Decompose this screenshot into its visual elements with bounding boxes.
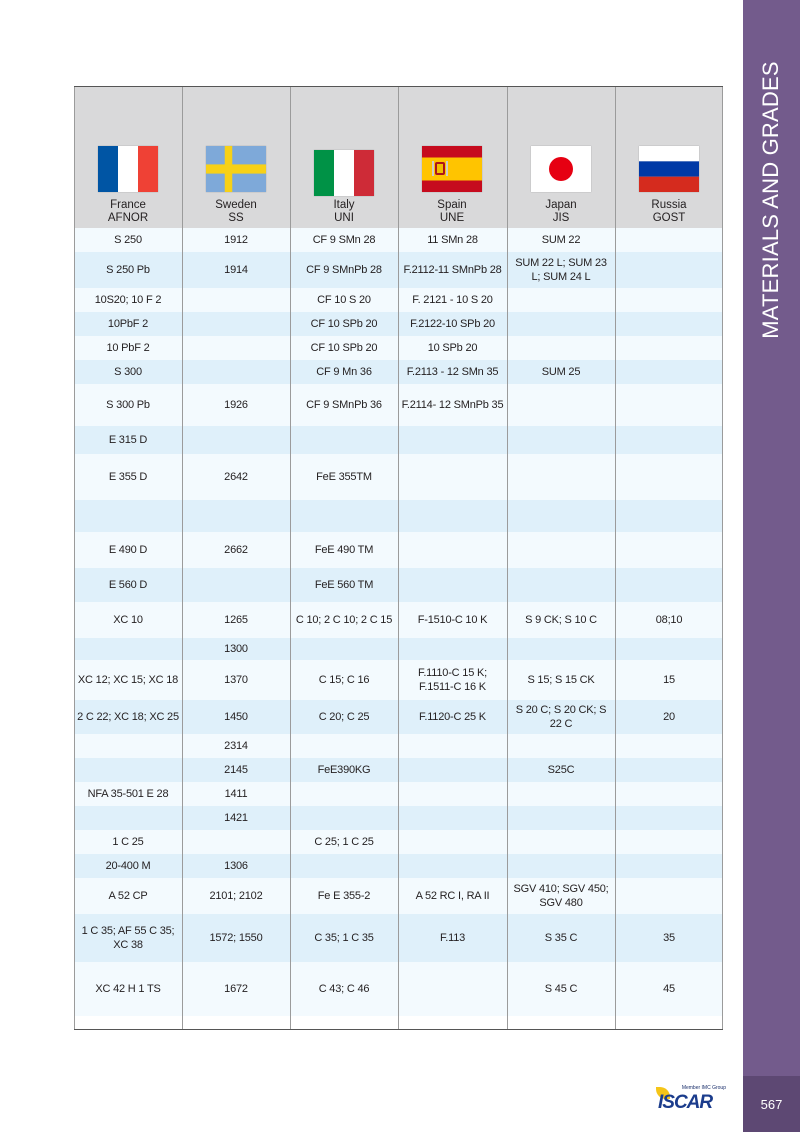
table-cell: 10PbF 2 xyxy=(107,318,149,330)
column-divider xyxy=(507,86,508,1030)
table-cell: S 45 C xyxy=(544,983,578,995)
table-cell xyxy=(507,384,615,426)
table-cell: C 43; C 46 xyxy=(318,983,370,995)
table-cell: 1421 xyxy=(224,812,248,824)
table-cell xyxy=(398,500,507,532)
table-cell: A 52 CP xyxy=(108,890,148,902)
table-cell xyxy=(507,532,615,568)
table-cell: 1300 xyxy=(224,643,248,655)
table-cell xyxy=(507,454,615,500)
table-cell xyxy=(182,426,290,454)
table-cell: CF 10 SPb 20 xyxy=(310,318,378,330)
table-cell xyxy=(507,426,615,454)
table-cell: F.2113 - 12 SMn 35 xyxy=(406,366,499,378)
table-cell: 1306 xyxy=(224,860,248,872)
table-cell xyxy=(615,384,723,426)
logo-tagline: Member IMC Group xyxy=(681,1085,726,1091)
table-cell xyxy=(398,962,507,1016)
table-cell: XC 42 H 1 TS xyxy=(95,983,161,995)
table-cell: Fe E 355-2 xyxy=(317,890,371,902)
table-cell xyxy=(398,854,507,878)
table-cell xyxy=(615,532,723,568)
table-cell: 1411 xyxy=(224,788,248,800)
table-cell xyxy=(398,758,507,782)
table-cell xyxy=(290,638,398,660)
table-cell xyxy=(507,830,615,854)
table-cell xyxy=(615,454,723,500)
table-cell: CF 9 SMn 28 xyxy=(312,234,376,246)
table-cell xyxy=(182,288,290,312)
table-cell xyxy=(398,638,507,660)
country-label-japan: Japan JIS xyxy=(545,199,577,224)
table-cell: C 20; C 25 xyxy=(318,711,370,723)
table-cell: S 300 xyxy=(114,366,142,378)
table-cell: S 35 C xyxy=(544,932,578,944)
table-cell: 1450 xyxy=(224,711,248,723)
table-cell: 1572; 1550 xyxy=(209,932,263,944)
table-cell xyxy=(615,878,723,914)
table-cell: FeE 355TM xyxy=(316,471,372,483)
table-cell xyxy=(398,568,507,602)
table-cell xyxy=(507,806,615,830)
table-cell: 2101; 2102 xyxy=(209,890,263,902)
table-cell xyxy=(507,500,615,532)
table-cell xyxy=(507,288,615,312)
table-cell xyxy=(74,734,182,758)
table-cell xyxy=(290,734,398,758)
table-cell xyxy=(615,734,723,758)
table-cell xyxy=(398,532,507,568)
table-cell: 1672 xyxy=(224,983,248,995)
table-cell: 45 xyxy=(663,983,675,995)
table-cell: SUM 22 L; SUM 23 L; SUM 24 L xyxy=(515,257,607,283)
table-cell: 2314 xyxy=(224,740,248,752)
table-cell: CF 9 Mn 36 xyxy=(316,366,372,378)
table-cell xyxy=(615,360,723,384)
table-cell xyxy=(182,336,290,360)
column-divider xyxy=(74,86,75,1030)
table-cell xyxy=(182,830,290,854)
table-cell: 2145 xyxy=(224,764,248,776)
table-cell: S 250 Pb xyxy=(106,264,150,276)
table-cell xyxy=(398,782,507,806)
table-cell xyxy=(507,312,615,336)
table-cell: A 52 RC I, RA II xyxy=(415,890,490,902)
table-cell: 1370 xyxy=(224,674,248,686)
table-cell xyxy=(507,782,615,806)
country-label-italy: Italy UNI xyxy=(333,199,355,224)
table-cell xyxy=(398,830,507,854)
table-cell xyxy=(290,854,398,878)
table-cell xyxy=(507,568,615,602)
table-cell xyxy=(615,830,723,854)
page-number: 567 xyxy=(743,1076,800,1132)
table-cell: S 9 CK; S 10 C xyxy=(525,614,597,626)
table-cell: S 20 C; S 20 CK; S 22 C xyxy=(515,704,607,730)
table-cell: F.2114- 12 SMnPb 35 xyxy=(401,399,504,411)
italy-flag-icon xyxy=(314,150,374,196)
table-cell xyxy=(507,638,615,660)
table-cell: CF 10 S 20 xyxy=(317,294,371,306)
table-top-rule xyxy=(74,86,723,87)
table-cell xyxy=(290,782,398,806)
table-cell: XC 10 xyxy=(113,614,143,626)
table-cell: E 355 D xyxy=(108,471,148,483)
table-cell: E 560 D xyxy=(108,579,148,591)
table-cell xyxy=(507,336,615,360)
logo-wordmark: ISCAR xyxy=(658,1092,713,1113)
table-cell: 1265 xyxy=(224,614,248,626)
table-cell: 1912 xyxy=(224,234,248,246)
table-cell: E 490 D xyxy=(108,544,148,556)
table-cell xyxy=(398,454,507,500)
column-divider xyxy=(182,86,183,1030)
table-cell: SGV 410; SGV 450; SGV 480 xyxy=(513,883,609,909)
column-divider xyxy=(398,86,399,1030)
table-cell: C 15; C 16 xyxy=(318,674,370,686)
russia-flag-icon xyxy=(639,146,699,192)
table-cell: 11 SMn 28 xyxy=(427,234,478,246)
table-cell: 1 C 25 xyxy=(112,836,144,848)
table-cell: FeE 560 TM xyxy=(314,579,374,591)
table-cell: CF 10 SPb 20 xyxy=(310,342,378,354)
table-cell: S 15; S 15 CK xyxy=(527,674,595,686)
table-cell: S 250 xyxy=(114,234,142,246)
table-cell: 2642 xyxy=(224,471,248,483)
table-cell xyxy=(615,500,723,532)
iscar-logo xyxy=(656,1085,728,1113)
table-cell: 35 xyxy=(663,932,675,944)
country-label-russia: Russia GOST xyxy=(651,199,687,224)
table-cell xyxy=(615,426,723,454)
japan-flag-icon xyxy=(531,146,591,192)
country-label-france: France AFNOR xyxy=(107,199,149,224)
table-cell xyxy=(615,252,723,288)
table-cell xyxy=(507,854,615,878)
table-cell xyxy=(615,854,723,878)
table-cell xyxy=(615,782,723,806)
table-cell: 15 xyxy=(663,674,675,686)
sweden-flag-icon xyxy=(206,146,266,192)
table-cell: C 10; 2 C 10; 2 C 15 xyxy=(295,614,393,626)
france-flag-icon xyxy=(98,146,158,192)
table-cell: 20-400 M xyxy=(105,860,151,872)
table-cell: 08;10 xyxy=(655,614,683,626)
table-cell: XC 12; XC 15; XC 18 xyxy=(77,674,179,686)
table-cell xyxy=(290,500,398,532)
table-cell: F.113 xyxy=(439,932,466,944)
table-cell xyxy=(398,806,507,830)
column-divider xyxy=(615,86,616,1030)
table-bottom-rule xyxy=(74,1029,723,1030)
table-cell xyxy=(398,426,507,454)
table-cell: S25C xyxy=(547,764,575,776)
table-cell xyxy=(615,336,723,360)
table-cell: CF 9 SMnPb 28 xyxy=(306,264,382,276)
table-cell: 1914 xyxy=(224,264,248,276)
table-cell xyxy=(615,288,723,312)
column-divider xyxy=(722,86,723,1030)
table-cell: 10 SPb 20 xyxy=(427,342,478,354)
table-cell xyxy=(615,806,723,830)
table-cell xyxy=(615,228,723,252)
table-cell: 20 xyxy=(663,711,675,723)
table-cell: 10S20; 10 F 2 xyxy=(94,294,162,306)
table-cell xyxy=(615,758,723,782)
table-cell: 1 C 35; AF 55 C 35; XC 38 xyxy=(81,925,175,951)
country-label-sweden: Sweden SS xyxy=(215,199,257,224)
table-cell: C 35; 1 C 35 xyxy=(314,932,374,944)
table-cell xyxy=(398,734,507,758)
table-cell: 10 PbF 2 xyxy=(106,342,150,354)
table-cell xyxy=(74,638,182,660)
table-cell: SUM 22 xyxy=(541,234,581,246)
column-divider xyxy=(290,86,291,1030)
table-cell: F.1110-C 15 K; F.1511-C 16 K xyxy=(418,667,487,693)
table-cell xyxy=(182,312,290,336)
section-title: MATERIALS AND GRADES xyxy=(758,61,783,339)
table-cell: 2 C 22; XC 18; XC 25 xyxy=(77,711,179,723)
table-cell: F.2122-10 SPb 20 xyxy=(410,318,495,330)
table-cell xyxy=(615,312,723,336)
table-cell xyxy=(74,758,182,782)
table-cell xyxy=(182,360,290,384)
table-cell xyxy=(290,426,398,454)
table-cell: FeE 490 TM xyxy=(314,544,374,556)
table-cell: S 300 Pb xyxy=(106,399,150,411)
table-cell xyxy=(615,568,723,602)
table-cell: NFA 35-501 E 28 xyxy=(87,788,169,800)
table-cell xyxy=(74,806,182,830)
table-cell: C 25; 1 C 25 xyxy=(314,836,374,848)
table-cell: F.1120-C 25 K xyxy=(419,711,486,723)
table-cell: CF 9 SMnPb 36 xyxy=(306,399,382,411)
table-cell xyxy=(290,806,398,830)
table-cell: F.2112-11 SMnPb 28 xyxy=(403,264,502,276)
table-cell xyxy=(182,500,290,532)
table-cell: 1926 xyxy=(224,399,248,411)
table-cell: E 315 D xyxy=(108,434,148,446)
table-cell xyxy=(74,500,182,532)
table-cell: F-1510-C 10 K xyxy=(417,614,488,626)
country-label-spain: Spain UNE xyxy=(437,199,467,224)
table-cell: FeE390KG xyxy=(317,764,371,776)
spain-flag-icon xyxy=(422,146,482,192)
table-cell: 2662 xyxy=(224,544,248,556)
table-cell xyxy=(507,734,615,758)
table-cell xyxy=(615,638,723,660)
table-cell: F. 2121 - 10 S 20 xyxy=(412,294,493,306)
table-cell xyxy=(182,568,290,602)
table-cell: SUM 25 xyxy=(541,366,581,378)
